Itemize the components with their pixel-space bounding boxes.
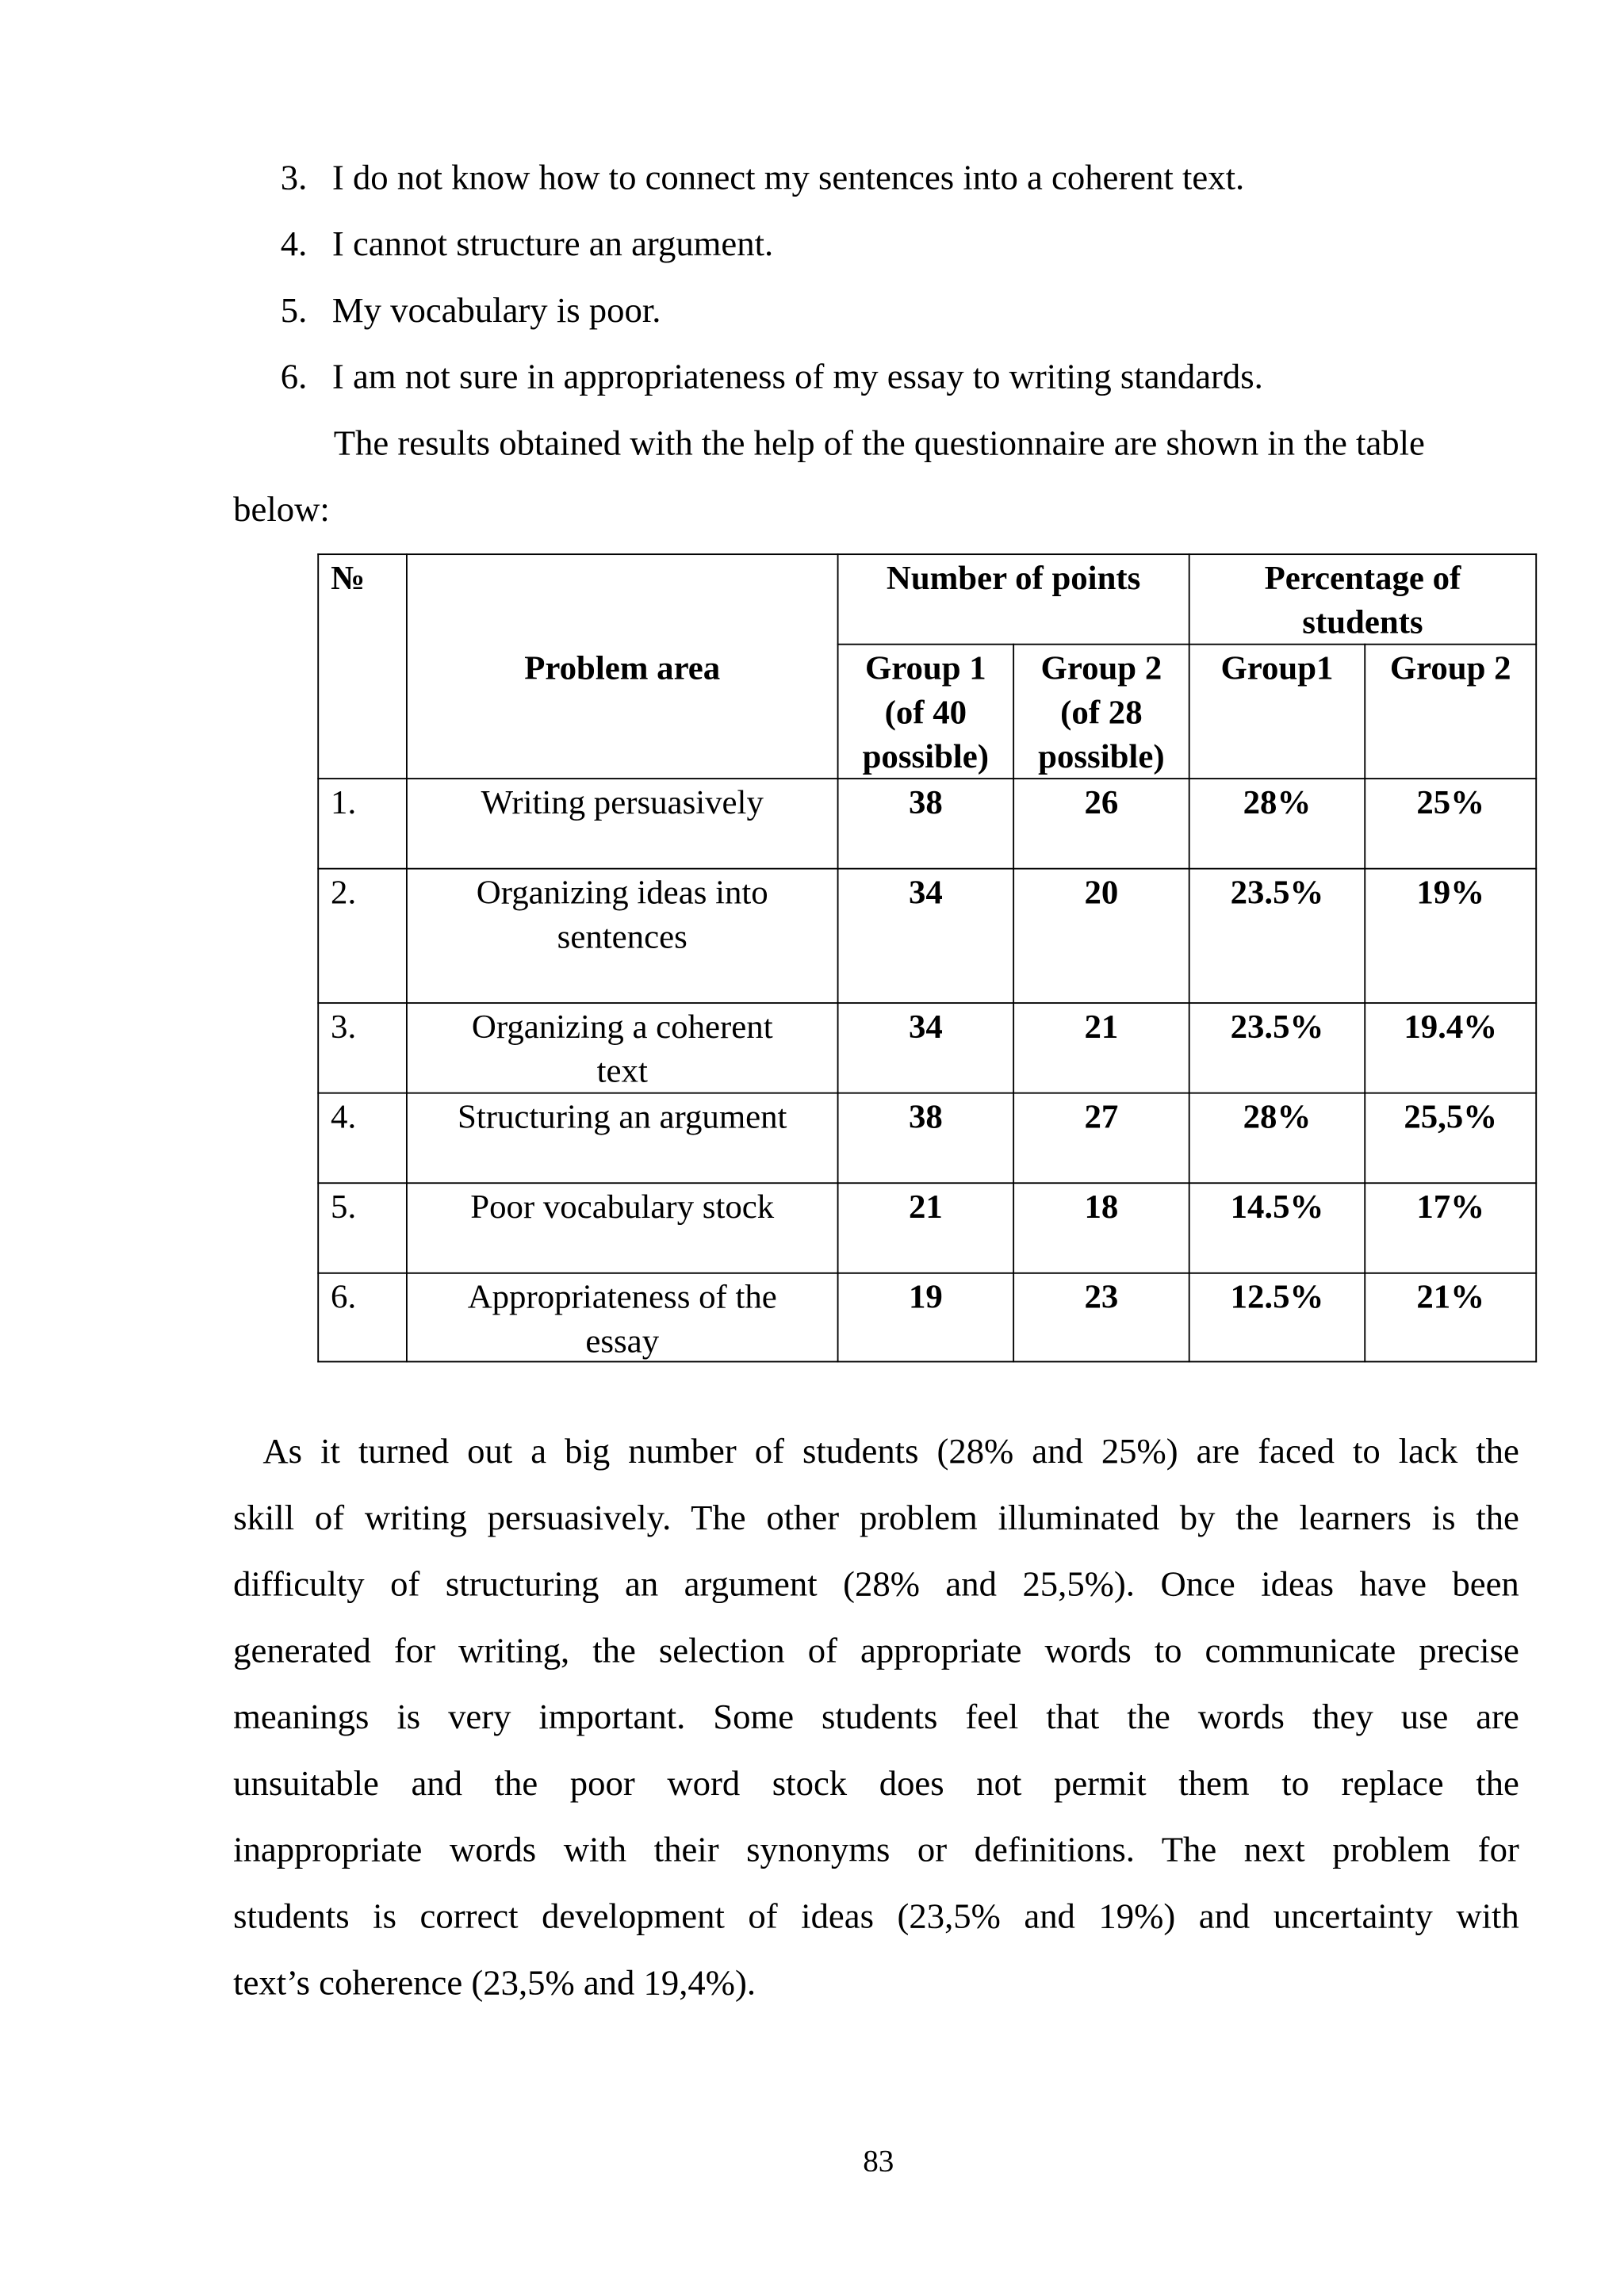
list-number: 6. [280,358,308,397]
list-text: I cannot structure an argument. [331,225,774,265]
row-2-group2-points: 20 [1084,874,1119,911]
page-number: 83 [863,2143,894,2179]
row-4-group1-points: 38 [908,1098,943,1135]
row-3-group2-percentage: 19.4% [1404,1008,1498,1046]
table-border-top [317,553,1537,555]
paragraph-line-1: As it turned out a big number of students (28% and 25%) are faced to lack the [262,1433,1519,1472]
paragraph-line-6: unsuitable and the poor word stock does not permit them to replace the [233,1765,1519,1804]
list-number: 3. [280,159,308,198]
header-group1-points-line-3: possible) [862,737,990,775]
row-3-group2-points: 21 [1084,1008,1119,1046]
row-3-number: 3. [331,1008,357,1046]
paragraph-line-4: generated for writing, the selection of appropriate words to communicate precise [233,1632,1519,1671]
row-2-problem-area-line-1: Organizing ideas into [476,874,768,911]
table-row-divider [317,1272,1537,1274]
row-1-number: 1. [331,783,357,821]
row-6-number: 6. [331,1278,357,1315]
row-4-group2-points: 27 [1084,1098,1119,1135]
row-5-problem-area: Poor vocabulary stock [470,1188,775,1226]
list-item-5 [281,289,661,334]
header-problem-area: Problem area [524,649,721,687]
row-2-problem-area-line-2: sentences [557,918,688,955]
row-6-group1-percentage: 12.5% [1230,1278,1324,1315]
intro-line-2: below: [233,491,330,530]
row-5-group1-points: 21 [908,1188,943,1226]
paragraph-line-2: skill of writing persuasively. The other problem illuminated by the learners is the [233,1499,1519,1538]
header-group2-points-line-2: (of 28 [1060,694,1143,731]
header-number-of-points: Number of points [886,559,1141,597]
row-4-number: 4. [331,1098,357,1135]
header-group1-points-line-1: Group 1 [864,649,986,687]
row-6-group2-points: 23 [1084,1278,1119,1315]
row-2-group1-points: 34 [908,874,943,911]
list-item-3 [281,156,1244,201]
table-row-divider [317,1182,1537,1184]
row-6-group1-points: 19 [908,1278,943,1315]
row-4-problem-area: Structuring an argument [458,1098,787,1135]
row-1-group1-percentage: 28% [1243,783,1312,821]
header-number-symbol: № [331,559,366,597]
list-number: 5. [280,292,308,331]
row-2-group2-percentage: 19% [1416,874,1485,911]
row-3-problem-area-line-2: text [596,1052,648,1090]
row-1-group2-percentage: 25% [1416,783,1485,821]
paragraph-line-5: meanings is very important. Some students feel that the words they use are [233,1698,1519,1738]
paragraph-line-8: students is correct development of ideas (23,5% and 19%) and uncertainty with [233,1898,1519,1937]
header-group1-points-line-2: (of 40 [884,694,967,731]
list-text: I do not know how to connect my sentences into a coherent text. [331,159,1245,198]
header-group2-percentage: Group 2 [1389,649,1511,687]
row-1-group1-points: 38 [908,783,943,821]
table-row-divider [317,868,1537,870]
row-3-group1-points: 34 [908,1008,943,1046]
row-5-number: 5. [331,1188,357,1226]
list-text: My vocabulary is poor. [331,292,661,331]
row-2-group1-percentage: 23.5% [1230,874,1324,911]
row-5-group2-percentage: 17% [1416,1188,1485,1226]
table-border-right [1535,553,1537,1362]
header-group2-points-line-3: possible) [1038,737,1165,775]
list-number: 4. [280,225,308,265]
header-percentage-line-2: students [1302,603,1423,641]
list-text: I am not sure in appropriateness of my essay to writing standards. [331,358,1263,397]
table-column-divider [1364,644,1365,1363]
header-group2-points-line-1: Group 2 [1040,649,1162,687]
paragraph-line-9: text’s coherence (23,5% and 19,4%). [233,1965,756,2003]
row-5-group2-points: 18 [1084,1188,1119,1226]
list-item-6 [281,356,1263,400]
table-border-left [317,553,319,1362]
row-3-group1-percentage: 23.5% [1230,1008,1324,1046]
row-6-problem-area-line-1: Appropriateness of the [467,1278,777,1315]
intro-line-1: The results obtained with the help of the questionnaire are shown in the table [333,425,1425,464]
row-4-group1-percentage: 28% [1243,1098,1312,1135]
row-4-group2-percentage: 25,5% [1404,1098,1498,1135]
row-1-problem-area: Writing persuasively [481,783,764,821]
paragraph-line-7: inappropriate words with their synonyms or definitions. The next problem for [233,1831,1519,1870]
row-2-number: 2. [331,874,357,911]
table-row-divider [317,1002,1537,1004]
row-1-group2-points: 26 [1084,783,1119,821]
row-6-problem-area-line-2: essay [585,1322,660,1360]
list-item-4 [281,223,773,267]
row-5-group1-percentage: 14.5% [1230,1188,1324,1226]
header-group1-percentage: Group1 [1220,649,1334,687]
paragraph-line-3: difficulty of structuring an argument (28% and 25,5%). Once ideas have been [233,1566,1519,1605]
header-percentage-line-1: Percentage of [1264,559,1461,597]
row-3-problem-area-line-1: Organizing a coherent [471,1008,773,1046]
row-6-group2-percentage: 21% [1416,1278,1485,1315]
